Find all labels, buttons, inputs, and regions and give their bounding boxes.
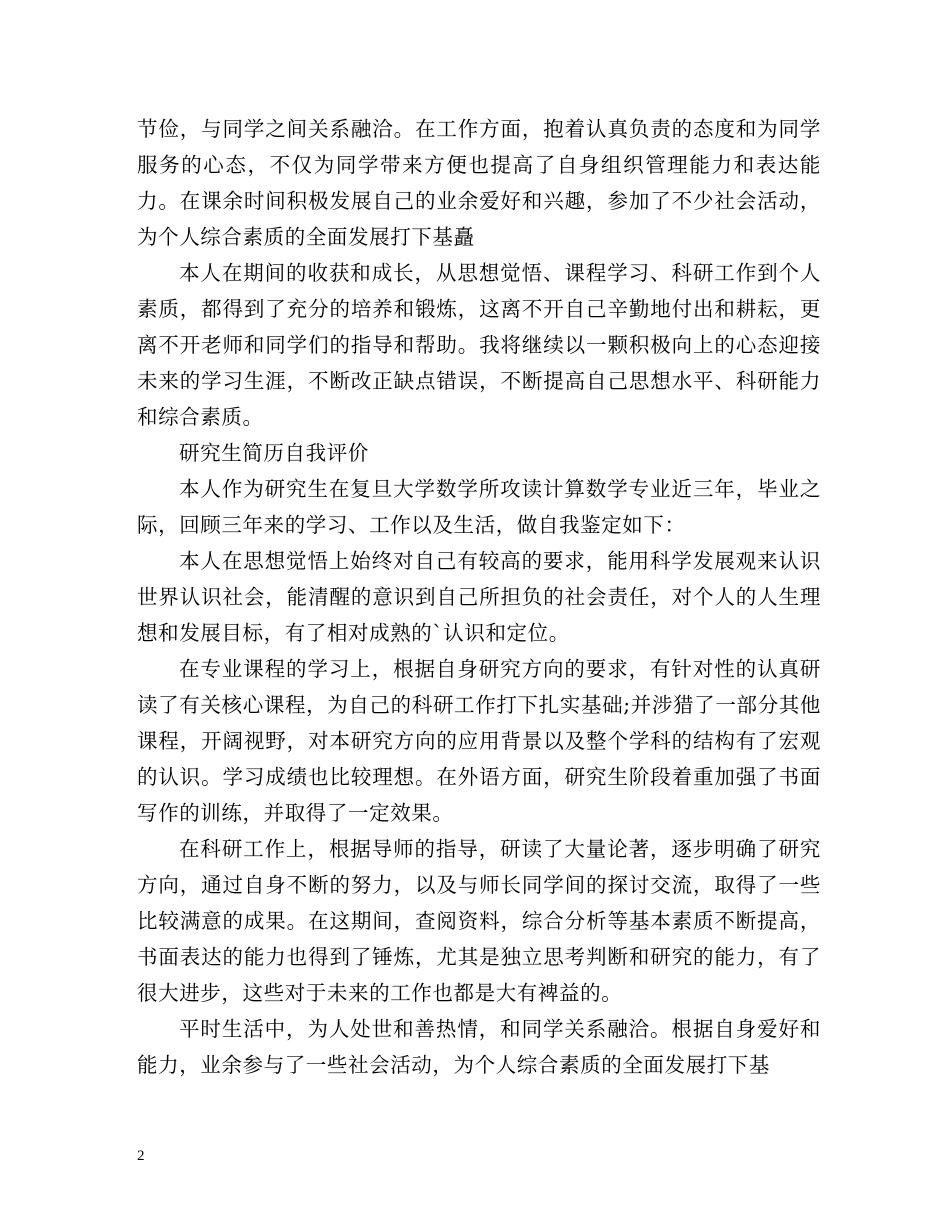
paragraph-growth-summary: 本人在期间的收获和成长，从思想觉悟、课程学习、科研工作到个人素质，都得到了充分的培养和锻炼，这离不开自己辛勤地付出和耕耘，更离不开老师和同学们的指导和帮助。我将继续以一颗积极向上的心态迎接未来的学习生涯，不断改正缺点错误，不断提高自己思想水平、科研能力和综合素质。 bbox=[137, 261, 821, 429]
paragraph-daily-life: 平时生活中，为人处世和善热情，和同学关系融洽。根据自身爱好和能力，业余参与了一些社会活动，为个人综合素质的全面发展打下基 bbox=[137, 1017, 821, 1077]
paragraph-coursework: 在专业课程的学习上，根据自身研究方向的要求，有针对性的认真研读了有关核心课程，为自己的科研工作打下扎实基础;并涉猎了一部分其他课程，开阔视野，对本研究方向的应用背景以及整个学科的结构有了宏观的认识。学习成绩也比较理想。在外语方面，研究生阶段着重加强了书面写作的训练，并取得了一定效果。 bbox=[137, 657, 821, 825]
paragraph-ideology: 本人在思想觉悟上始终对自己有较高的要求，能用科学发展观来认识世界认识社会，能清醒的意识到自己所担负的社会责任，对个人的人生理想和发展目标，有了相对成熟的`认识和定位。 bbox=[137, 549, 821, 645]
document-body bbox=[137, 111, 821, 1083]
paragraph-introduction: 本人作为研究生在复旦大学数学所攻读计算数学专业近三年，毕业之际，回顾三年来的学习、工作以及生活，做自我鉴定如下： bbox=[137, 477, 821, 537]
page-number: 2 bbox=[137, 1148, 145, 1164]
paragraph-research: 在科研工作上，根据导师的指导，研读了大量论著，逐步明确了研究方向，通过自身不断的努力，以及与师长同学间的探讨交流，取得了一些比较满意的成果。在这期间，查阅资料，综合分析等基本素质不断提高，书面表达的能力也得到了锤炼，尤其是独立思考判断和研究的能力，有了很大进步，这些对于未来的工作也都是大有裨益的。 bbox=[137, 837, 821, 1005]
paragraph-continued: 节俭，与同学之间关系融洽。在工作方面，抱着认真负责的态度和为同学服务的心态，不仅为同学带来方便也提高了自身组织管理能力和表达能力。在课余时间积极发展自己的业余爱好和兴趣，参加了不少社会活动，为个人综合素质的全面发展打下基矗 bbox=[137, 117, 821, 249]
section-heading: 研究生简历自我评价 bbox=[179, 441, 369, 465]
